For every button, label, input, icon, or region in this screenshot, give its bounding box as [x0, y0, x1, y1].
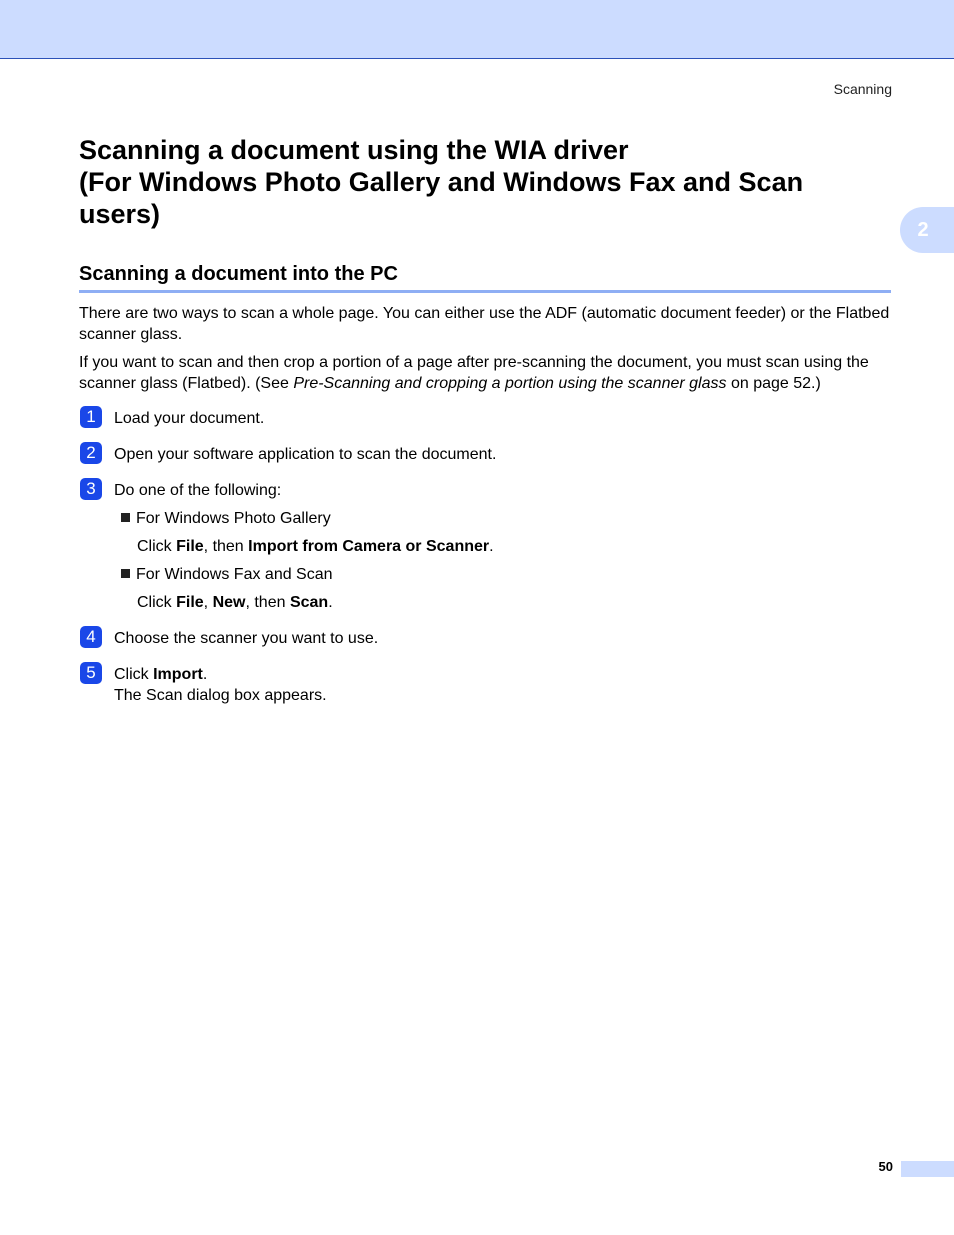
menu-file: File	[176, 594, 204, 611]
option-photo-gallery-instruction	[137, 536, 494, 557]
menu-file: File	[176, 538, 204, 555]
section-heading: Scanning a document into the PC	[79, 261, 891, 293]
step-5-text	[114, 664, 327, 706]
page-title-line-1: Scanning a document using the WIA driver	[79, 135, 629, 165]
page-number: 50	[878, 1159, 893, 1174]
bullet-square-icon	[121, 569, 130, 578]
step-4-text: Choose the scanner you want to use.	[114, 630, 379, 647]
step-5-result: The Scan dialog box appears.	[114, 687, 327, 704]
instruction-text: Click	[137, 594, 177, 611]
option-fax-and-scan	[121, 564, 333, 585]
menu-new: New	[212, 594, 246, 611]
paragraph-crop-page-ref: on page 52.)	[726, 375, 821, 392]
cross-reference-link[interactable]: Pre-Scanning and cropping a portion using the scanner glass	[293, 375, 727, 392]
option-photo-gallery-label: For Windows Photo Gallery	[136, 510, 331, 527]
step-2-text: Open your software application to scan the document.	[114, 446, 497, 463]
paragraph-crop-text: If you want to scan and then crop a portion of a page after pre-scanning the document, you must scan using the scanner glass (Flatbed). (See	[79, 354, 869, 392]
option-fax-and-scan-label: For Windows Fax and Scan	[136, 566, 333, 583]
page-title-line-3: users)	[79, 199, 161, 229]
step-1-text: Load your document.	[114, 410, 265, 427]
step-2-badge: 2	[80, 442, 102, 464]
instruction-text: .	[489, 538, 494, 555]
step-5-click: Click	[114, 666, 154, 683]
menu-scan: Scan	[289, 594, 329, 611]
instruction-text: , then	[245, 594, 290, 611]
option-fax-and-scan-instruction	[137, 592, 333, 613]
step-5-period: .	[202, 666, 208, 683]
top-header-band	[0, 0, 954, 59]
instruction-text: ,	[203, 594, 213, 611]
step-3-text: Do one of the following:	[114, 482, 282, 499]
paragraph-scan-ways: There are two ways to scan a whole page. You can either use the ADF (automatic document feeder) or the Flatbed scanner glass.	[79, 305, 890, 343]
step-5-badge: 5	[80, 662, 102, 684]
page-title	[79, 134, 879, 230]
step-3-badge: 3	[80, 478, 102, 500]
instruction-text: Click	[137, 538, 177, 555]
chapter-tab: 2	[900, 207, 954, 253]
instruction-text: .	[328, 594, 333, 611]
page-title-line-2: (For Windows Photo Gallery and Windows Fax and Scan	[79, 167, 804, 197]
step-4-badge: 4	[80, 626, 102, 648]
running-header: Scanning	[833, 81, 892, 97]
step-1-badge: 1	[80, 406, 102, 428]
instruction-text: , then	[203, 538, 249, 555]
footer-band	[901, 1161, 954, 1177]
bullet-square-icon	[121, 513, 130, 522]
menu-import-from-camera-or-scanner: Import from Camera or Scanner	[248, 538, 490, 555]
paragraph-crop-note	[79, 352, 894, 394]
button-import-reference: Import	[153, 666, 203, 683]
option-photo-gallery	[121, 508, 331, 529]
